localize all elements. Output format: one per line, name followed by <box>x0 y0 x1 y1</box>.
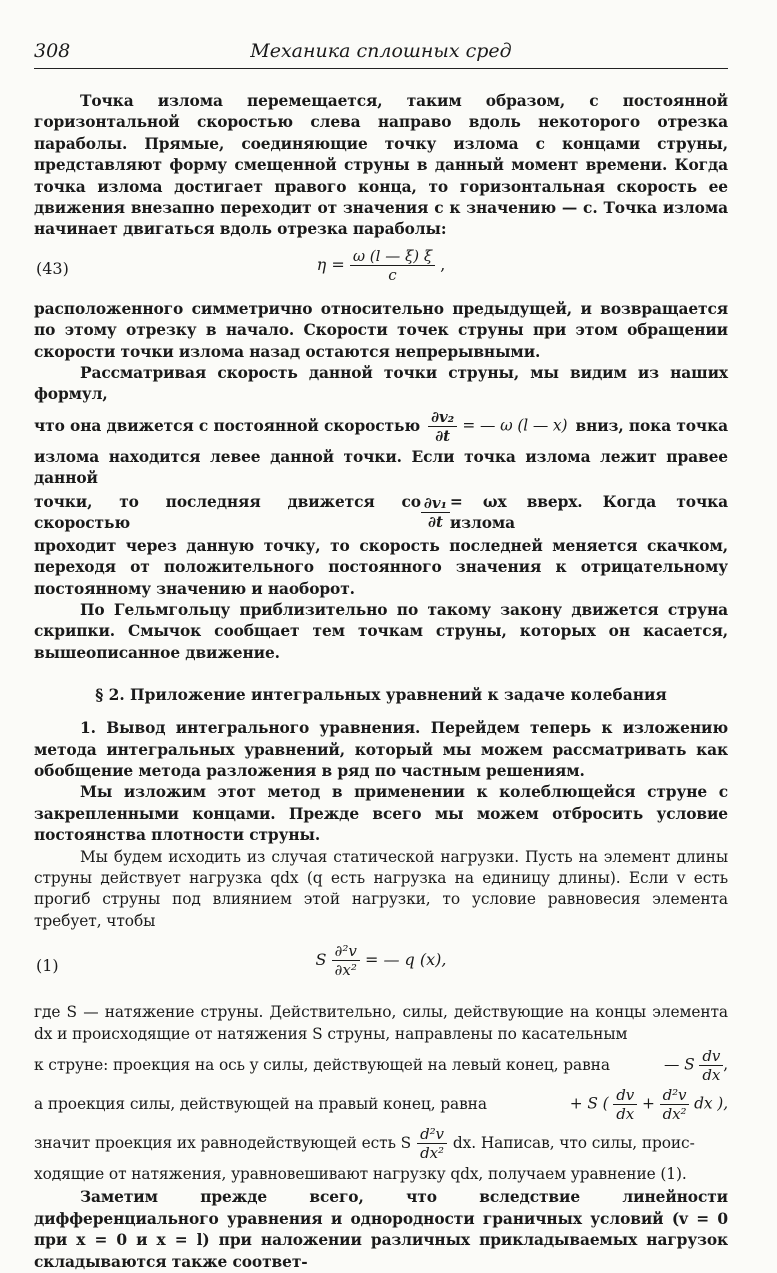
paragraph-8-line-5 <box>34 1125 728 1162</box>
text-run: точки, то последняя движется со скоростью <box>34 492 421 532</box>
fraction-dv2-dt <box>428 408 457 445</box>
eq-numerator: ω (l — ξ) ξ <box>350 247 435 266</box>
section-title: § 2. Приложение интегральных уравнений к задаче колебания <box>95 686 667 705</box>
numerator: d²v <box>660 1086 690 1105</box>
text-run: = ωx вверх. Когда точка излома <box>449 492 728 532</box>
eq-numerator: ∂²v <box>332 942 360 961</box>
numerator: dv <box>699 1047 723 1066</box>
eq-rhs: = — q (x), <box>364 950 447 970</box>
text-run: что она движется с постоянной скоростью <box>34 416 421 435</box>
denominator: dx <box>702 1066 721 1084</box>
paragraph-2: расположенного симметрично относительно предыдущей, и возвращается по этому отрезку в начало. Скорости точек струны при этом обращении скорости точки излома назад остаются непрерывными. <box>34 299 728 361</box>
eq-fraction <box>350 247 435 284</box>
text-run: к струне: проекция на ось y силы, действующей на левый конец, равна <box>34 1056 610 1074</box>
text-run: значит проекция их равнодействующей есть S <box>34 1134 412 1152</box>
paragraph-3-line-4 <box>34 492 728 534</box>
fraction-dv-dx <box>613 1086 637 1123</box>
numerator: dv <box>613 1086 637 1105</box>
equation-number: (1) <box>36 956 59 976</box>
math-run: + S ( <box>569 1094 609 1113</box>
numerator: d²v <box>417 1125 447 1144</box>
math-run: = — ω (l — x) <box>462 416 568 435</box>
paragraph-5 <box>34 718 728 782</box>
math-run: dx ), <box>694 1094 728 1113</box>
running-title: Механика сплошных сред <box>250 40 512 62</box>
running-header <box>34 40 728 69</box>
denominator: dx² <box>420 1144 444 1162</box>
text-run: вниз, пока точка <box>575 416 728 435</box>
fraction-d2v-dx2 <box>660 1086 690 1123</box>
numerator: ∂v₂ <box>428 408 457 427</box>
numerator: ∂v₁ <box>421 494 450 513</box>
page <box>34 40 728 1273</box>
eq-fraction <box>332 942 360 979</box>
paragraph-8-line-4 <box>34 1086 728 1123</box>
math-run: — S <box>663 1055 695 1074</box>
paragraph-1: Точка излома перемещается, таким образом, с постоянной горизонтальной скоростью слева направо вдоль некоторого отрезка параболы. Прямые, соединяющие точку излома с концами струны, представляют форму смещенной струны в данный момент времени. Когда точка излома достигает правого конца, то горизонтальная скорость ее движения внезапно переходит от значения c к значению — c. Точка излома начинает двигаться вдоль отрезка параболы: <box>34 92 728 239</box>
paragraph-8-line-6: ходящие от натяжения, уравновешивают нагрузку qdx, получаем уравнение (1). <box>34 1165 687 1183</box>
paragraph-8-line-3 <box>34 1047 728 1084</box>
eq-denominator: c <box>388 265 397 284</box>
equation-43 <box>34 247 728 293</box>
paragraph-5-text: Перейдем теперь к изложению метода интегральных уравнений, который мы можем рассматривать как обобщение метода разложения в ряд по частным решениям. <box>34 719 728 780</box>
denominator: dx² <box>662 1105 687 1123</box>
math-run: + <box>641 1094 655 1113</box>
paragraph-8-text: где S — натяжение струны. Действительно, силы, действующие на концы элемента dx и происходящие от натяжения S струны, направлены по касательным <box>34 1003 728 1043</box>
paragraph-3-rest: проходит через данную точку, то скорость последней меняется скачком, переходя от положительного постоянного значения к отрицательному постоянному значению и наоборот. <box>34 536 728 598</box>
eq-tail: , <box>440 254 446 274</box>
eq-lhs: S <box>315 950 327 970</box>
paragraph-4: По Гельмгольцу приблизительно по такому закону движется струна скрипки. Смычок сообщает тем точкам струны, которых он касается, вышеописанное движение. <box>34 600 728 662</box>
paragraph-3-line-3: излома находится левее данной точки. Если точка излома лежит правее данной <box>34 447 728 488</box>
subsection-lead: 1. Вывод интегрального уравнения. <box>80 719 421 738</box>
text-run: , <box>723 1055 728 1074</box>
eq-lhs: η = <box>316 254 345 274</box>
text-run: а проекция силы, действующей на правый конец, равна <box>34 1095 487 1113</box>
equation-1 <box>34 938 728 996</box>
paragraph-3-line-2 <box>34 408 728 445</box>
page-number: 308 <box>34 40 71 62</box>
paragraph-9: Заметим прежде всего, что вследствие линейности дифференциального уравнения и однородности граничных условий (v = 0 при x = 0 и x = l) при наложении различных прикладываемых нагрузок складываются также соответ- <box>34 1188 728 1271</box>
paragraph-3-line-1: Рассматривая скорость данной точки струны, мы видим из наших формул, <box>34 364 728 404</box>
eq-denominator: ∂x² <box>334 961 357 980</box>
denominator: ∂t <box>435 426 451 445</box>
fraction-dv1-dt <box>421 494 450 531</box>
fraction-d2v-dx2 <box>417 1125 447 1162</box>
text-run: dx. Написав, что силы, проис- <box>452 1134 695 1152</box>
denominator: dx <box>616 1105 635 1123</box>
fraction-dv-dx <box>699 1047 723 1084</box>
denominator: ∂t <box>428 513 443 532</box>
equation-number: (43) <box>36 258 69 278</box>
paragraph-6: Мы изложим этот метод в применении к колеблющейся струне с закрепленными концами. Прежде всего мы можем отбросить условие постоянства плотности струны. <box>34 783 728 845</box>
paragraph-7: Мы будем исходить из случая статической нагрузки. Пусть на элемент длины струны действует нагрузка qdx (q есть нагрузка на единицу длины). Если v есть прогиб струны под влиянием этой нагрузки, то условие равновесия элемента требует, чтобы <box>34 847 728 930</box>
